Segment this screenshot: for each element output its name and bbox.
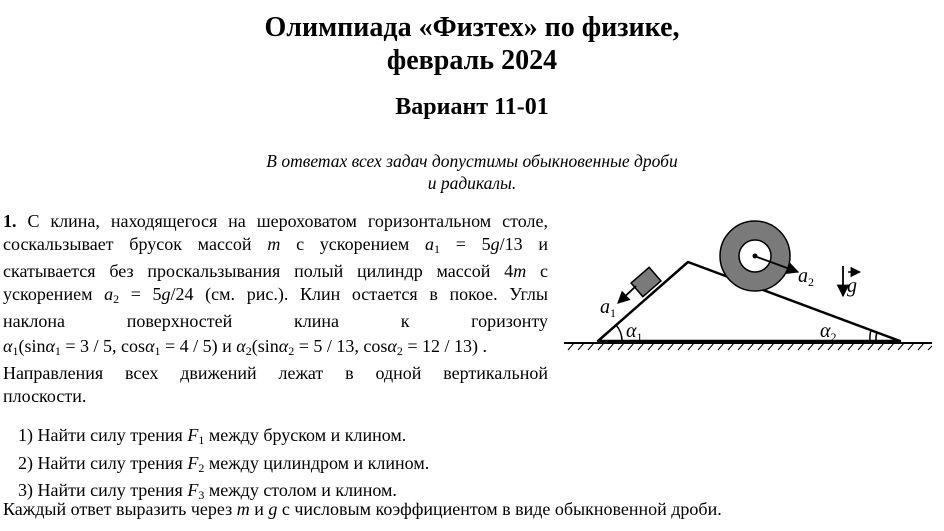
alpha1-arc bbox=[616, 325, 622, 341]
question-1: 1) Найти силу трения $F_1$ между бруском и клином. bbox=[18, 425, 407, 447]
note-line-2: и радикалы. bbox=[427, 173, 517, 193]
problem-number: 1. bbox=[3, 211, 17, 231]
variant-title: Вариант 11-01 bbox=[395, 94, 549, 120]
alpha2-arc-1 bbox=[876, 332, 877, 341]
problem-line-6: $\alpha_1(\sin\alpha_1 = 3 / 5$, cosα$_1$ = 4 / 5) и $\alpha_2(\sin\alpha_2 = 5 / 13$, cosα$_2$ = 12 / 13) . bbox=[3, 335, 487, 358]
title-line-1: Олимпиада «Физтех» по физике, bbox=[264, 12, 680, 43]
question-2: 2) Найти силу трения $F_2$ между цилиндром и клином. bbox=[18, 452, 430, 475]
block bbox=[631, 267, 661, 296]
wedge-figure bbox=[560, 200, 940, 370]
g-label: g bbox=[847, 275, 857, 297]
title-line-2: февраль 2024 bbox=[386, 45, 558, 76]
alpha2-arc-2 bbox=[870, 330, 871, 341]
problem-line-7: Направления всех движений лежат в одной вертикальной bbox=[3, 363, 548, 383]
question-3: 3) Найти силу трения $F_3$ между столом и клином. bbox=[18, 480, 397, 502]
note-line-1: В ответах всех задач допустимы обыкновенные дроби bbox=[266, 151, 678, 171]
alpha1-label: $\alpha_1$ bbox=[626, 320, 643, 344]
answer-instruction: Каждый ответ выразить через m и g с числовым коэффициентом в виде обыкновенной дроби. bbox=[3, 499, 722, 519]
a1-label: $a_1$ bbox=[600, 296, 616, 320]
problem-body bbox=[3, 210, 548, 407]
hollow-cylinder bbox=[720, 221, 790, 291]
table-surface bbox=[564, 343, 932, 350]
problem-line-1: 1. С клина, находящегося на шероховатом горизонтальном столе, bbox=[3, 211, 549, 231]
problem-line-5: наклона поверхностей клина к горизонту bbox=[3, 311, 549, 331]
a2-label: $a_2$ bbox=[798, 265, 814, 289]
problem-line-4: ускорением $a_2 = 5g/24$ (см. рис.). Клин остается в покое. Углы bbox=[3, 283, 549, 306]
problem-line-3: скатывается без проскальзывания полый цилиндр массой 4m с bbox=[3, 261, 548, 281]
problem-line-2: соскальзывает брусок массой m с ускорением $a_1 = 5g/13$ и bbox=[3, 233, 549, 256]
problem-line-8: плоскости. bbox=[3, 385, 87, 406]
questions bbox=[18, 424, 429, 507]
alpha2-label: $\alpha_2$ bbox=[820, 320, 837, 344]
a1-arrow bbox=[618, 286, 636, 303]
